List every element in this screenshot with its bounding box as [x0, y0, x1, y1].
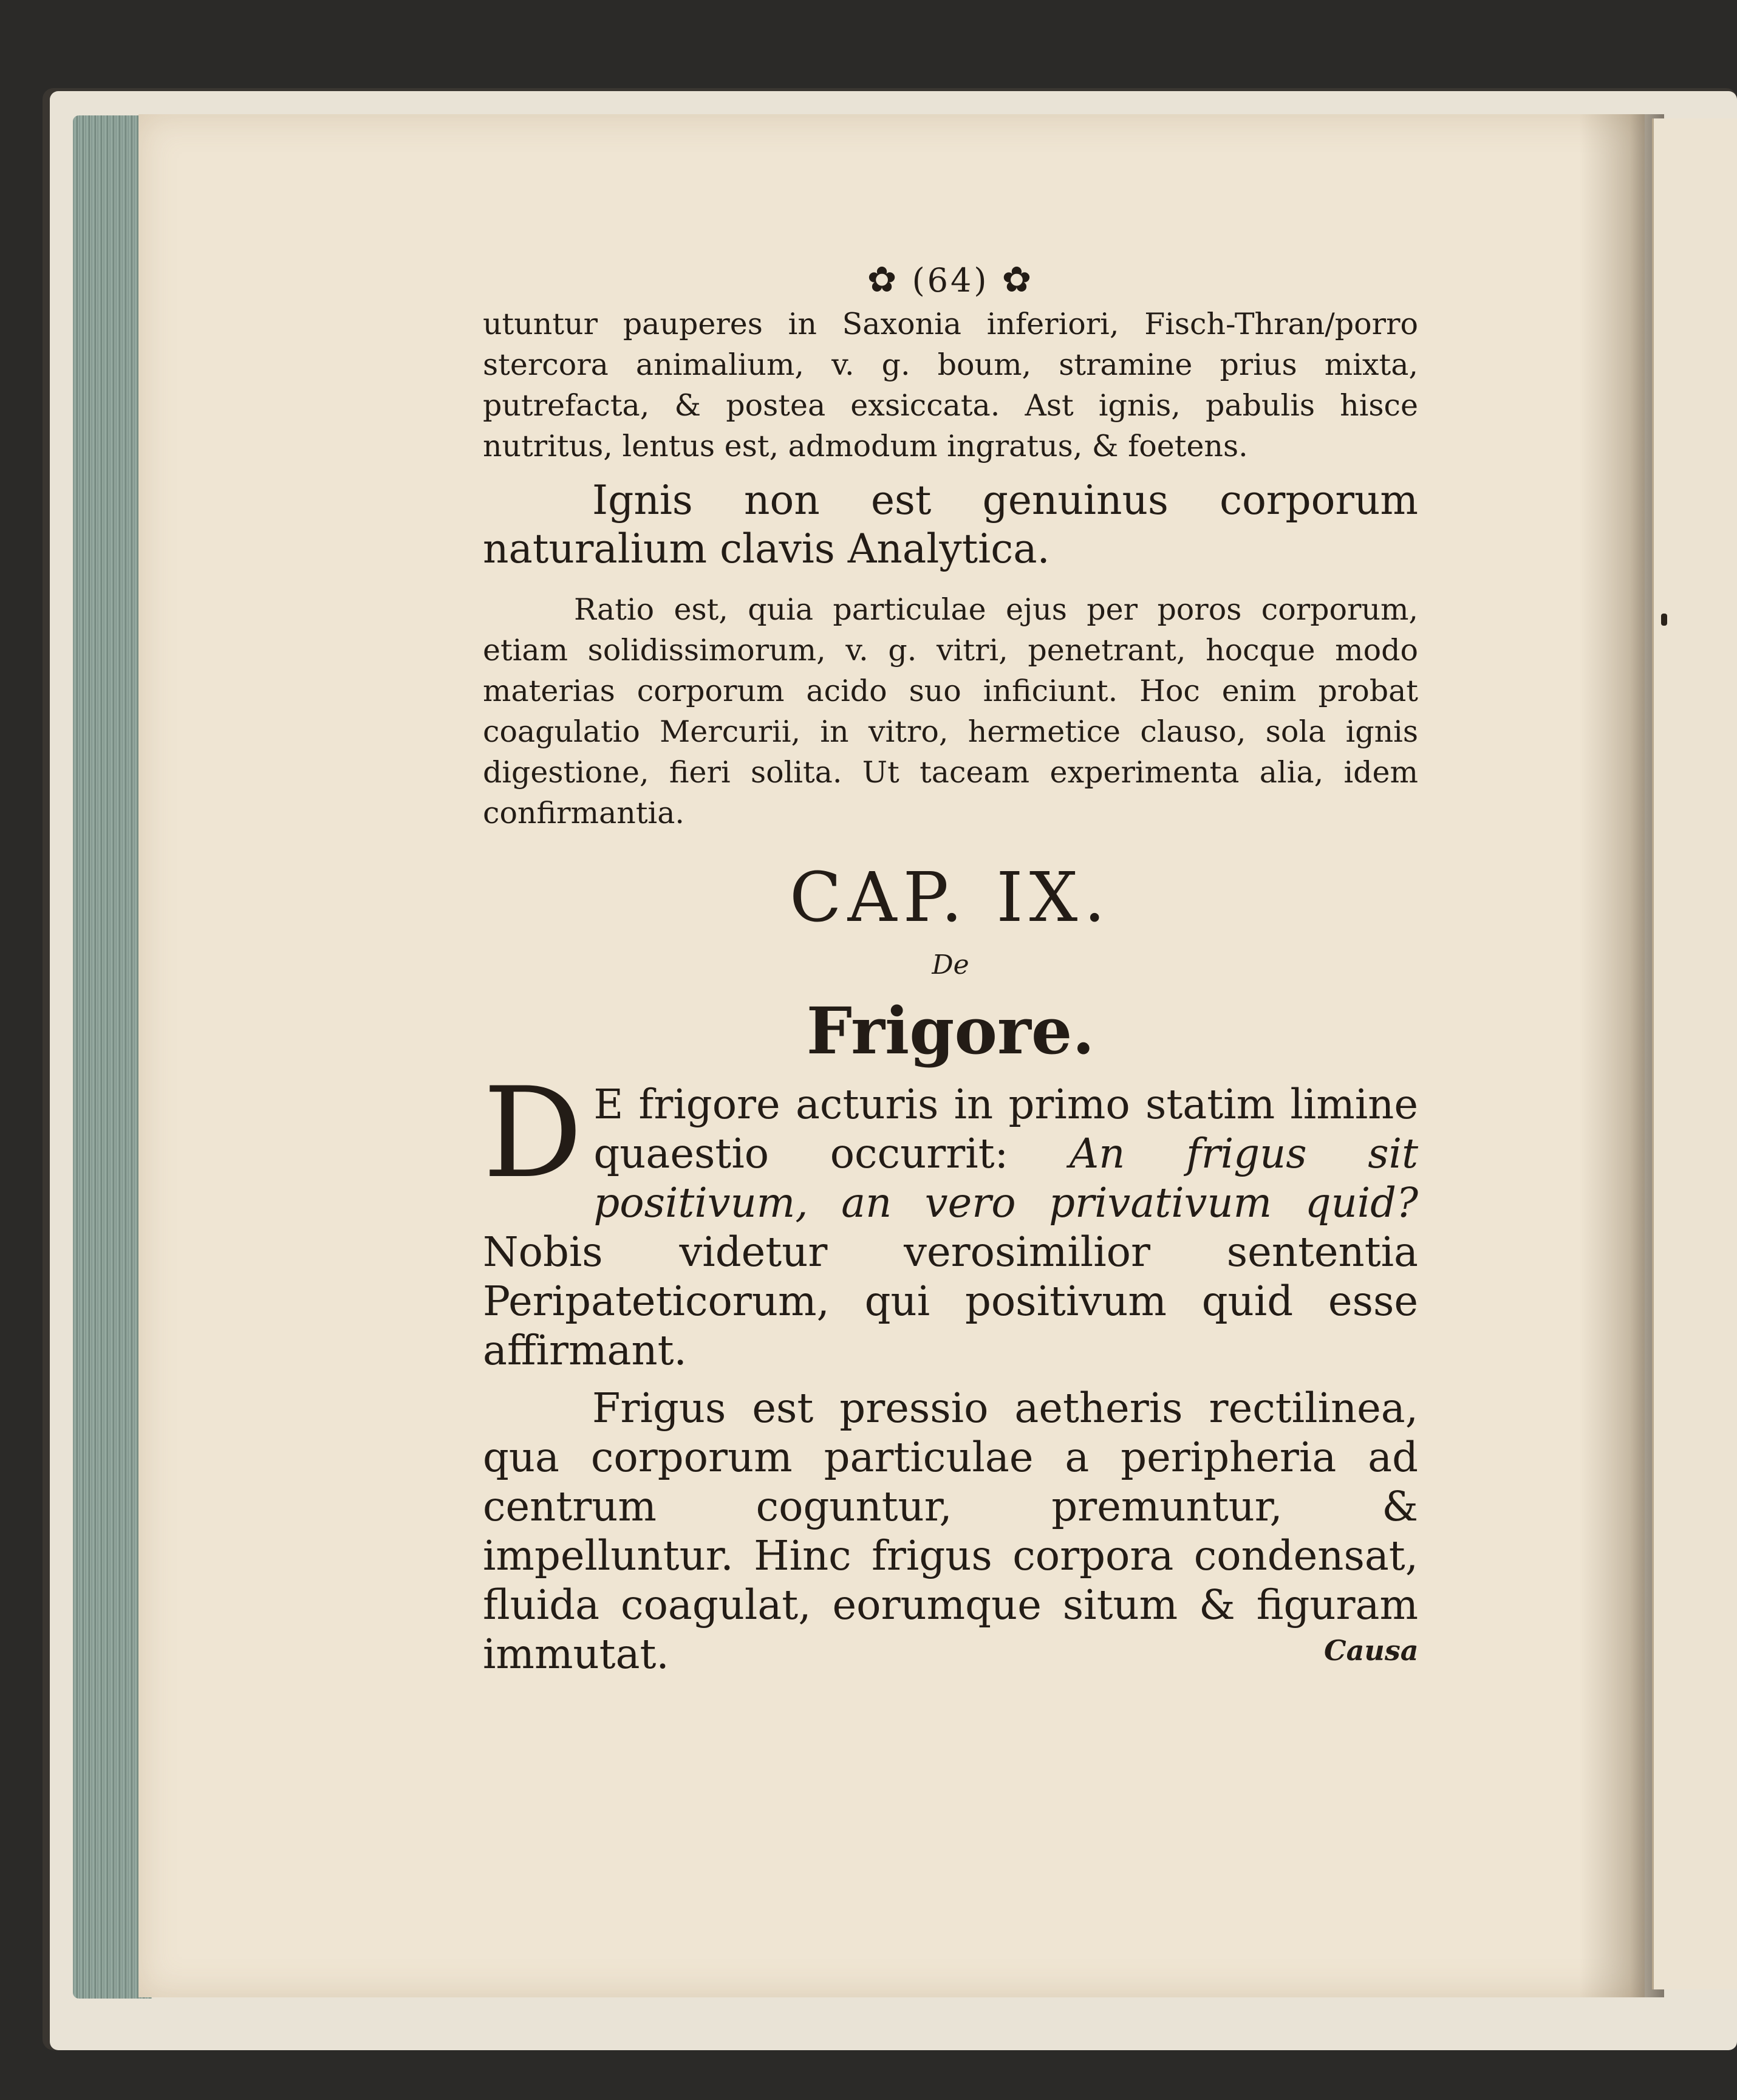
paragraph-definition: Frigus est pressio aetheris rectilinea, qua corporum particulae a peripheria ad centrum coguntur, premuntur, & impelluntur. Hinc frigus corpora condensat, fluida coagulat, eorumque situm & figuram immutat. — [483, 1384, 1418, 1678]
page-gutter — [1579, 114, 1664, 1997]
drop-cap: D — [483, 1061, 583, 1206]
chapter-number: CAP. IX. — [789, 858, 1112, 937]
paragraph-opening — [483, 1061, 1418, 1375]
facing-page-mark — [1661, 614, 1667, 626]
opening-text-end: Nobis videtur verosimilior sententia Peripateticorum, qui positivum quid esse affirmant. — [483, 1228, 1418, 1374]
opening-question: An frigus sit positivum, an vero privativum quid? — [593, 1130, 1418, 1226]
text-block — [483, 255, 1418, 1679]
page-number: (64) — [912, 261, 989, 299]
opening-text: E frigore acturis in primo statim limine quaestio occurrit: — [593, 1081, 1418, 1177]
ornament-right-icon: ✿ — [1002, 259, 1034, 300]
thesis-heading: Ignis non est genuinus corporum naturalium clavis Analytica. — [483, 477, 1418, 572]
chapter-title: Frigore. — [806, 993, 1095, 1069]
chapter-preposition: De — [932, 949, 969, 980]
ornament-left-icon: ✿ — [867, 259, 899, 300]
paragraph-ratio: Ratio est, quia particulae ejus per poros corporum, etiam solidissimorum, v. g. vitri, penetrant, hocque modo materias corporum acido suo inficiunt. Hoc enim probat coagulatio Mercurii, in vitro, hermetice clauso, sola ignis digestione, fieri solita. Ut taceam experimenta alia, idem confirmantia. — [483, 592, 1418, 830]
page-header — [483, 255, 1418, 304]
facing-page — [1652, 118, 1737, 1989]
catchword: Causa — [1324, 1634, 1419, 1667]
paragraph-continuation: utuntur pauperes in Saxonia inferiori, Fisch-Thran/porro stercora animalium, v. g. boum, stramine prius mixta, putrefacta, & postea exsiccata. Ast ignis, pabulis hisce nutritus, lentus est, admodum ingratus, & foetens. — [483, 307, 1418, 463]
